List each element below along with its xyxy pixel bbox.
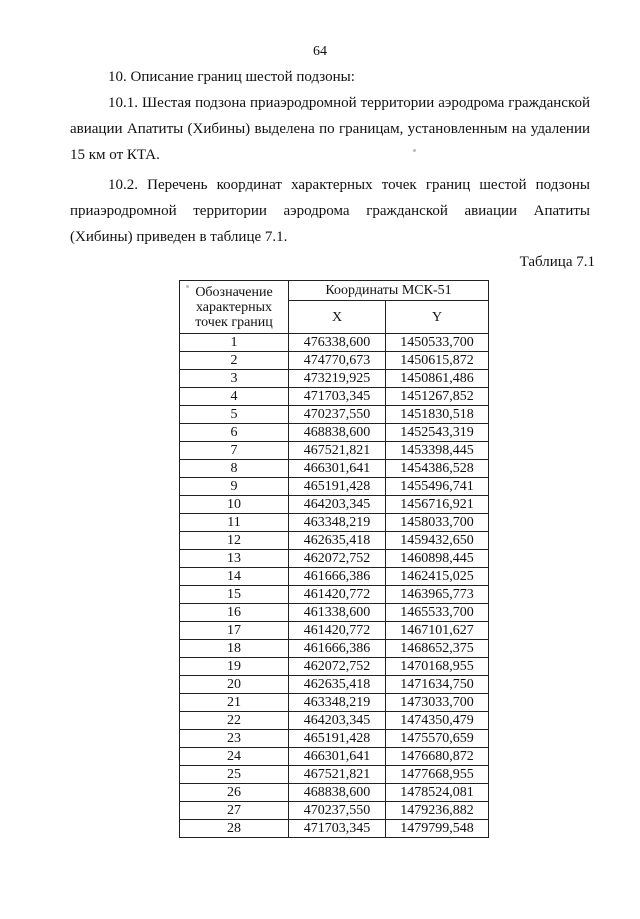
y-coordinate-cell: 1473033,700 xyxy=(386,694,489,712)
header-y: Y xyxy=(386,301,489,334)
y-coordinate-cell: 1458033,700 xyxy=(386,514,489,532)
x-coordinate-cell: 465191,428 xyxy=(289,730,386,748)
scan-speck xyxy=(186,285,189,288)
y-coordinate-cell: 1467101,627 xyxy=(386,622,489,640)
x-coordinate-cell: 467521,821 xyxy=(289,766,386,784)
point-id-cell: 18 xyxy=(180,640,289,658)
x-coordinate-cell: 461420,772 xyxy=(289,586,386,604)
section-heading xyxy=(70,64,590,90)
coordinates-table xyxy=(179,280,489,838)
y-coordinate-cell: 1453398,445 xyxy=(386,442,489,460)
point-id-cell: 4 xyxy=(180,388,289,406)
x-coordinate-cell: 466301,641 xyxy=(289,460,386,478)
y-coordinate-cell: 1459432,650 xyxy=(386,532,489,550)
point-id-cell: 25 xyxy=(180,766,289,784)
table-caption: Таблица 7.1 xyxy=(519,254,595,270)
section-heading-text: 10. Описание границ шестой подзоны: xyxy=(108,69,355,85)
x-coordinate-cell: 467521,821 xyxy=(289,442,386,460)
y-coordinate-cell: 1450861,486 xyxy=(386,370,489,388)
table-row xyxy=(180,532,489,550)
paragraph-10-2-line-3: (Хибины) приведен в таблице 7.1. xyxy=(70,229,288,245)
table-row xyxy=(180,352,489,370)
coordinates-table-body xyxy=(180,334,489,838)
y-coordinate-cell: 1462415,025 xyxy=(386,568,489,586)
x-coordinate-cell: 462635,418 xyxy=(289,676,386,694)
x-coordinate-cell: 476338,600 xyxy=(289,334,386,352)
point-id-cell: 16 xyxy=(180,604,289,622)
point-id-cell: 24 xyxy=(180,748,289,766)
y-coordinate-cell: 1468652,375 xyxy=(386,640,489,658)
y-coordinate-cell: 1477668,955 xyxy=(386,766,489,784)
point-id-cell: 11 xyxy=(180,514,289,532)
y-coordinate-cell: 1470168,955 xyxy=(386,658,489,676)
table-row xyxy=(180,370,489,388)
point-id-cell: 7 xyxy=(180,442,289,460)
table-row xyxy=(180,568,489,586)
y-coordinate-cell: 1463965,773 xyxy=(386,586,489,604)
table-row xyxy=(180,658,489,676)
paragraph-10-1-line-1: 10.1. Шестая подзона приаэродромной территории аэродрома гражданской xyxy=(108,95,590,111)
x-coordinate-cell: 464203,345 xyxy=(289,496,386,514)
scan-speck xyxy=(413,149,416,152)
x-coordinate-cell: 471703,345 xyxy=(289,388,386,406)
y-coordinate-cell: 1450533,700 xyxy=(386,334,489,352)
point-id-cell: 9 xyxy=(180,478,289,496)
table-row xyxy=(180,460,489,478)
table-row xyxy=(180,424,489,442)
table-row xyxy=(180,712,489,730)
table-row xyxy=(180,766,489,784)
x-coordinate-cell: 474770,673 xyxy=(289,352,386,370)
point-id-cell: 20 xyxy=(180,676,289,694)
point-id-cell: 12 xyxy=(180,532,289,550)
header-point-id: Обозначение характерных точек границ xyxy=(180,281,289,334)
point-id-cell: 14 xyxy=(180,568,289,586)
table-row xyxy=(180,334,489,352)
table-row xyxy=(180,388,489,406)
x-coordinate-cell: 461420,772 xyxy=(289,622,386,640)
table-row xyxy=(180,478,489,496)
x-coordinate-cell: 462072,752 xyxy=(289,658,386,676)
paragraph-10-1-line-2: авиации Апатиты (Хибины) выделена по границам, установленным на удалении xyxy=(70,121,590,137)
table-row xyxy=(180,496,489,514)
x-coordinate-cell: 461338,600 xyxy=(289,604,386,622)
point-id-cell: 17 xyxy=(180,622,289,640)
x-coordinate-cell: 464203,345 xyxy=(289,712,386,730)
point-id-cell: 26 xyxy=(180,784,289,802)
x-coordinate-cell: 462635,418 xyxy=(289,532,386,550)
y-coordinate-cell: 1454386,528 xyxy=(386,460,489,478)
y-coordinate-cell: 1478524,081 xyxy=(386,784,489,802)
table-row xyxy=(180,730,489,748)
y-coordinate-cell: 1451267,852 xyxy=(386,388,489,406)
point-id-cell: 21 xyxy=(180,694,289,712)
table-row xyxy=(180,586,489,604)
table-row xyxy=(180,604,489,622)
table-row xyxy=(180,820,489,838)
x-coordinate-cell: 473219,925 xyxy=(289,370,386,388)
point-id-cell: 5 xyxy=(180,406,289,424)
y-coordinate-cell: 1479236,882 xyxy=(386,802,489,820)
point-id-cell: 2 xyxy=(180,352,289,370)
paragraph-10-2-line-2: приаэродромной территории аэродрома гражданской авиации Апатиты xyxy=(70,203,590,219)
table-row xyxy=(180,748,489,766)
paragraph-10-2 xyxy=(70,172,590,250)
y-coordinate-cell: 1451830,518 xyxy=(386,406,489,424)
page-number: 64 xyxy=(313,44,327,59)
y-coordinate-cell: 1479799,548 xyxy=(386,820,489,838)
paragraph-10-2-line-1: 10.2. Перечень координат характерных точек границ шестой подзоны xyxy=(108,177,590,193)
x-coordinate-cell: 463348,219 xyxy=(289,514,386,532)
point-id-cell: 10 xyxy=(180,496,289,514)
x-coordinate-cell: 468838,600 xyxy=(289,424,386,442)
table-row xyxy=(180,550,489,568)
x-coordinate-cell: 470237,550 xyxy=(289,406,386,424)
x-coordinate-cell: 461666,386 xyxy=(289,568,386,586)
point-id-cell: 22 xyxy=(180,712,289,730)
point-id-cell: 19 xyxy=(180,658,289,676)
y-coordinate-cell: 1475570,659 xyxy=(386,730,489,748)
y-coordinate-cell: 1471634,750 xyxy=(386,676,489,694)
table-row xyxy=(180,676,489,694)
x-coordinate-cell: 466301,641 xyxy=(289,748,386,766)
y-coordinate-cell: 1450615,872 xyxy=(386,352,489,370)
table-row xyxy=(180,622,489,640)
table-row xyxy=(180,640,489,658)
point-id-cell: 8 xyxy=(180,460,289,478)
point-id-cell: 6 xyxy=(180,424,289,442)
point-id-cell: 28 xyxy=(180,820,289,838)
x-coordinate-cell: 463348,219 xyxy=(289,694,386,712)
point-id-cell: 23 xyxy=(180,730,289,748)
point-id-cell: 3 xyxy=(180,370,289,388)
table-row xyxy=(180,802,489,820)
point-id-cell: 15 xyxy=(180,586,289,604)
paragraph-10-1-line-3: 15 км от КТА. xyxy=(70,147,160,163)
x-coordinate-cell: 470237,550 xyxy=(289,802,386,820)
header-x: X xyxy=(289,301,386,334)
y-coordinate-cell: 1456716,921 xyxy=(386,496,489,514)
point-id-cell: 27 xyxy=(180,802,289,820)
point-id-cell: 1 xyxy=(180,334,289,352)
table-row xyxy=(180,442,489,460)
table-row xyxy=(180,514,489,532)
x-coordinate-cell: 465191,428 xyxy=(289,478,386,496)
y-coordinate-cell: 1452543,319 xyxy=(386,424,489,442)
header-coordinates: Координаты МСК-51 xyxy=(289,281,489,301)
x-coordinate-cell: 471703,345 xyxy=(289,820,386,838)
paragraph-10-1 xyxy=(70,90,590,168)
y-coordinate-cell: 1460898,445 xyxy=(386,550,489,568)
y-coordinate-cell: 1474350,479 xyxy=(386,712,489,730)
y-coordinate-cell: 1476680,872 xyxy=(386,748,489,766)
table-row xyxy=(180,784,489,802)
x-coordinate-cell: 468838,600 xyxy=(289,784,386,802)
table-row xyxy=(180,694,489,712)
x-coordinate-cell: 462072,752 xyxy=(289,550,386,568)
x-coordinate-cell: 461666,386 xyxy=(289,640,386,658)
table-row xyxy=(180,406,489,424)
point-id-cell: 13 xyxy=(180,550,289,568)
y-coordinate-cell: 1465533,700 xyxy=(386,604,489,622)
y-coordinate-cell: 1455496,741 xyxy=(386,478,489,496)
